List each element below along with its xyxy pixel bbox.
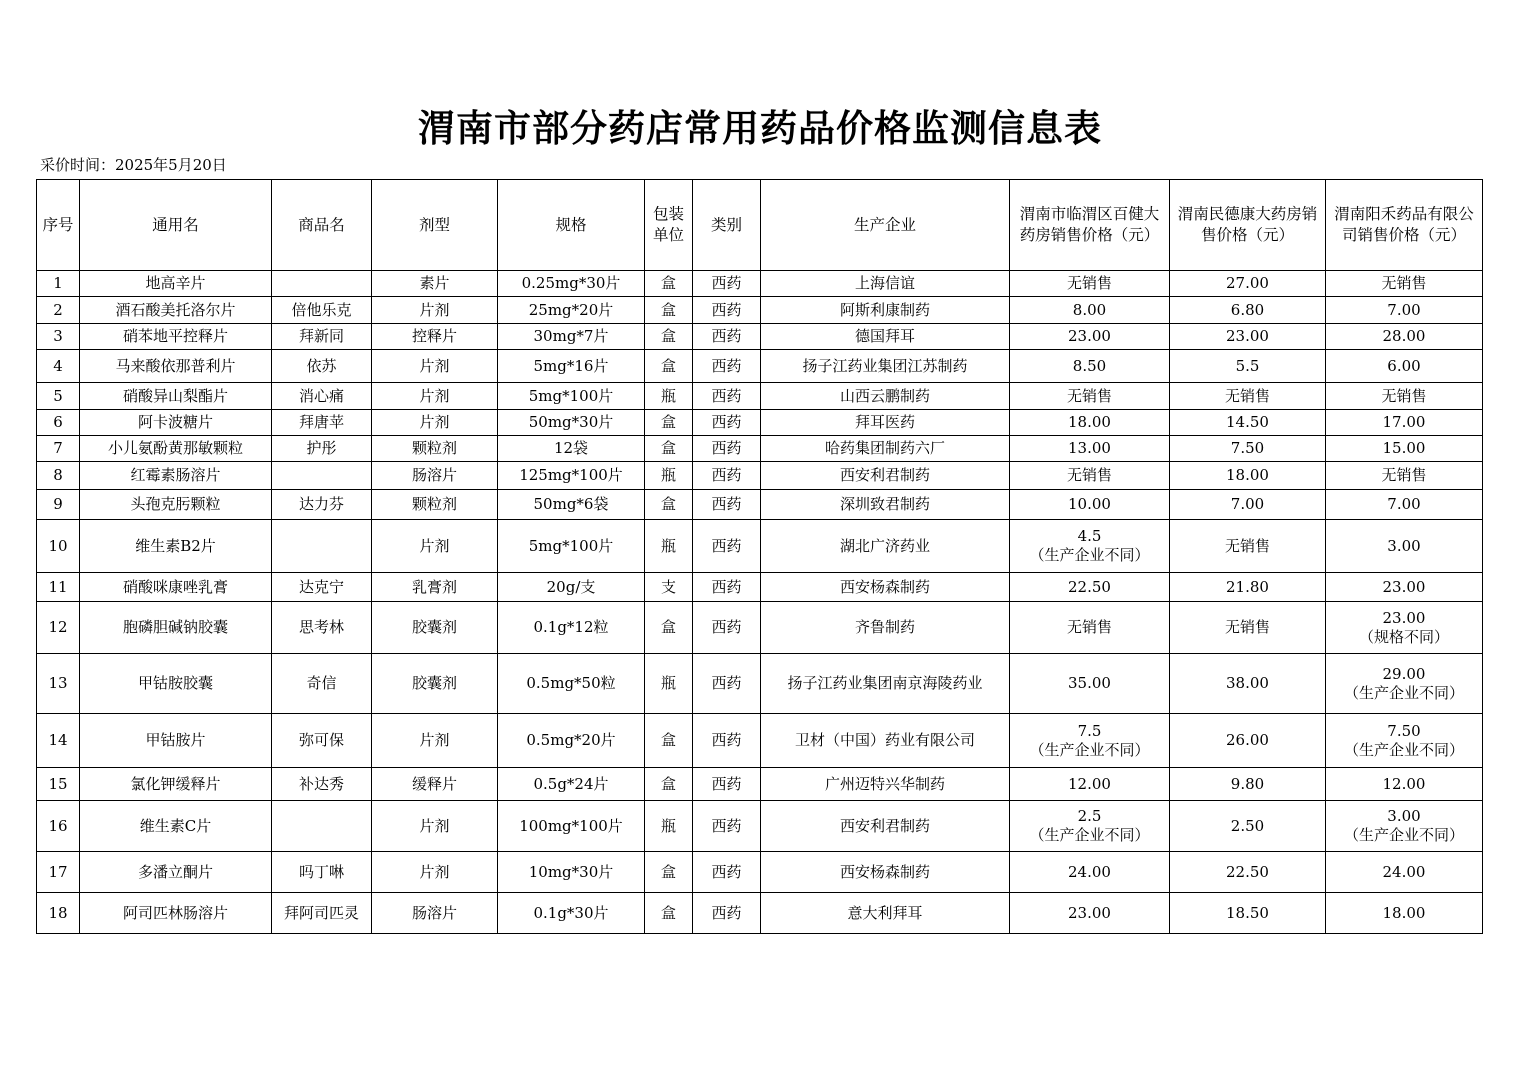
table-row <box>37 801 1483 852</box>
cell-spec: 0.5mg*50粒 <box>498 654 645 714</box>
cell-generic-name: 氯化钾缓释片 <box>80 768 272 801</box>
cell-category: 西药 <box>693 602 761 654</box>
cell-manufacturer: 广州迈特兴华制药 <box>761 768 1010 801</box>
cell-brand-name: 消心痛 <box>272 383 372 410</box>
price-value: 23.00 <box>1382 608 1426 627</box>
cell-manufacturer: 西安利君制药 <box>761 462 1010 490</box>
price-value: 8.50 <box>1072 356 1107 375</box>
cell-brand-name: 达克宁 <box>272 573 372 602</box>
cell-unit: 瓶 <box>645 462 693 490</box>
cell-unit: 盒 <box>645 297 693 324</box>
cell-seq: 2 <box>37 297 80 324</box>
price-value: 18.00 <box>1226 466 1269 484</box>
cell-generic-name: 甲钴胺胶囊 <box>80 654 272 714</box>
cell-unit: 盒 <box>645 893 693 934</box>
cell-dosage-form: 肠溶片 <box>372 462 498 490</box>
cell-store2-price <box>1170 602 1326 654</box>
cell-dosage-form: 乳膏剂 <box>372 573 498 602</box>
cell-store3-price <box>1326 383 1483 410</box>
cell-category: 西药 <box>693 462 761 490</box>
cell-dosage-form: 肠溶片 <box>372 893 498 934</box>
cell-store1-price <box>1010 462 1170 490</box>
cell-seq: 9 <box>37 490 80 520</box>
cell-category: 西药 <box>693 573 761 602</box>
cell-seq: 3 <box>37 324 80 350</box>
cell-store2-price <box>1170 383 1326 410</box>
header-store2-price: 渭南民德康大药房销售价格（元） <box>1170 180 1326 271</box>
cell-store3-price <box>1326 768 1483 801</box>
cell-category: 西药 <box>693 714 761 768</box>
header-category: 类别 <box>693 180 761 271</box>
price-value: 6.00 <box>1387 356 1421 375</box>
cell-brand-name: 依苏 <box>272 350 372 383</box>
cell-category: 西药 <box>693 801 761 852</box>
price-value: 7.00 <box>1387 300 1421 319</box>
cell-brand-name: 达力芬 <box>272 490 372 520</box>
cell-seq: 1 <box>37 271 80 297</box>
cell-generic-name: 硝苯地平控释片 <box>80 324 272 350</box>
price-value: 27.00 <box>1226 274 1269 292</box>
cell-manufacturer: 山西云鹏制药 <box>761 383 1010 410</box>
table-row <box>37 271 1483 297</box>
table-row <box>37 324 1483 350</box>
price-value: 无销售 <box>1066 466 1112 484</box>
cell-seq: 17 <box>37 852 80 893</box>
cell-store1-price <box>1010 324 1170 350</box>
cell-brand-name: 弥可保 <box>272 714 372 768</box>
cell-seq: 16 <box>37 801 80 852</box>
cell-manufacturer: 意大利拜耳 <box>761 893 1010 934</box>
cell-store3-price <box>1326 462 1483 490</box>
cell-store3-price <box>1326 297 1483 324</box>
price-value: 无销售 <box>1066 274 1112 292</box>
cell-store3-price <box>1326 271 1483 297</box>
table-row <box>37 768 1483 801</box>
price-value: 14.50 <box>1226 413 1269 431</box>
cell-store3-price <box>1326 852 1483 893</box>
cell-store2-price <box>1170 436 1326 462</box>
cell-brand-name <box>272 271 372 297</box>
cell-unit: 盒 <box>645 350 693 383</box>
cell-dosage-form: 片剂 <box>372 350 498 383</box>
cell-generic-name: 维生素C片 <box>80 801 272 852</box>
cell-seq: 6 <box>37 410 80 436</box>
table-row <box>37 462 1483 490</box>
cell-store2-price <box>1170 297 1326 324</box>
cell-unit: 瓶 <box>645 654 693 714</box>
collection-date: 采价时间：2025年5月20日 <box>40 156 227 174</box>
cell-dosage-form: 颗粒剂 <box>372 490 498 520</box>
price-value: 18.00 <box>1382 903 1426 922</box>
cell-spec: 10mg*30片 <box>498 852 645 893</box>
price-value: 9.80 <box>1230 774 1265 793</box>
cell-store3-price <box>1326 436 1483 462</box>
cell-spec: 12袋 <box>498 436 645 462</box>
cell-store3-price <box>1326 893 1483 934</box>
cell-generic-name: 硝酸异山梨酯片 <box>80 383 272 410</box>
header-seq: 序号 <box>37 180 80 271</box>
cell-unit: 盒 <box>645 324 693 350</box>
price-value: 4.5 <box>1077 527 1102 545</box>
cell-store1-price <box>1010 297 1170 324</box>
cell-dosage-form: 缓释片 <box>372 768 498 801</box>
cell-generic-name: 小儿氨酚黄那敏颗粒 <box>80 436 272 462</box>
table-row <box>37 436 1483 462</box>
price-note: （规格不同） <box>1358 627 1449 646</box>
cell-category: 西药 <box>693 350 761 383</box>
price-value: 10.00 <box>1068 495 1111 513</box>
cell-store2-price <box>1170 520 1326 573</box>
table-header-row <box>37 180 1483 271</box>
cell-unit: 瓶 <box>645 801 693 852</box>
cell-store1-price <box>1010 436 1170 462</box>
price-value: 无销售 <box>1381 274 1427 292</box>
cell-dosage-form: 胶囊剂 <box>372 654 498 714</box>
price-value: 7.50 <box>1387 721 1421 740</box>
cell-spec: 30mg*7片 <box>498 324 645 350</box>
cell-spec: 0.25mg*30片 <box>498 271 645 297</box>
cell-store3-price <box>1326 350 1483 383</box>
cell-store2-price <box>1170 573 1326 602</box>
price-value: 23.00 <box>1226 327 1269 345</box>
cell-store2-price <box>1170 324 1326 350</box>
cell-generic-name: 维生素B2片 <box>80 520 272 573</box>
cell-spec: 100mg*100片 <box>498 801 645 852</box>
cell-manufacturer: 西安杨森制药 <box>761 852 1010 893</box>
price-value: 12.00 <box>1382 774 1426 793</box>
cell-category: 西药 <box>693 654 761 714</box>
cell-manufacturer: 拜耳医药 <box>761 410 1010 436</box>
cell-spec: 0.5g*24片 <box>498 768 645 801</box>
cell-store1-price <box>1010 490 1170 520</box>
cell-brand-name: 拜新同 <box>272 324 372 350</box>
price-value: 15.00 <box>1382 439 1426 457</box>
cell-store3-price <box>1326 520 1483 573</box>
cell-category: 西药 <box>693 297 761 324</box>
cell-seq: 18 <box>37 893 80 934</box>
price-value: 3.00 <box>1387 807 1421 825</box>
price-value: 26.00 <box>1226 731 1269 749</box>
price-value: 38.00 <box>1226 674 1269 692</box>
price-note: （生产企业不同） <box>1029 546 1150 564</box>
cell-generic-name: 头孢克肟颗粒 <box>80 490 272 520</box>
cell-spec: 0.5mg*20片 <box>498 714 645 768</box>
cell-category: 西药 <box>693 271 761 297</box>
cell-manufacturer: 哈药集团制药六厂 <box>761 436 1010 462</box>
cell-spec: 125mg*100片 <box>498 462 645 490</box>
header-store3-price: 渭南阳禾药品有限公司销售价格（元） <box>1326 180 1483 271</box>
cell-store1-price <box>1010 654 1170 714</box>
cell-unit: 盒 <box>645 410 693 436</box>
cell-dosage-form: 控释片 <box>372 324 498 350</box>
price-value: 无销售 <box>1066 618 1112 636</box>
cell-spec: 5mg*100片 <box>498 520 645 573</box>
cell-manufacturer: 上海信谊 <box>761 271 1010 297</box>
cell-store1-price <box>1010 271 1170 297</box>
cell-store3-price <box>1326 410 1483 436</box>
cell-dosage-form: 片剂 <box>372 383 498 410</box>
table-row <box>37 852 1483 893</box>
header-generic-name: 通用名 <box>80 180 272 271</box>
cell-manufacturer: 阿斯利康制药 <box>761 297 1010 324</box>
price-value: 22.50 <box>1068 577 1111 596</box>
price-value: 无销售 <box>1066 386 1112 405</box>
cell-category: 西药 <box>693 410 761 436</box>
cell-brand-name: 补达秀 <box>272 768 372 801</box>
price-value: 2.50 <box>1230 816 1265 835</box>
price-value: 2.5 <box>1077 807 1102 825</box>
cell-store1-price <box>1010 410 1170 436</box>
price-value: 无销售 <box>1224 618 1270 636</box>
cell-seq: 11 <box>37 573 80 602</box>
table-row <box>37 410 1483 436</box>
cell-seq: 7 <box>37 436 80 462</box>
price-value: 18.00 <box>1068 413 1111 431</box>
price-note: （生产企业不同） <box>1029 826 1150 844</box>
cell-store2-price <box>1170 768 1326 801</box>
cell-dosage-form: 片剂 <box>372 410 498 436</box>
header-unit: 包装单位 <box>645 180 693 271</box>
cell-seq: 12 <box>37 602 80 654</box>
table-row <box>37 297 1483 324</box>
cell-seq: 5 <box>37 383 80 410</box>
cell-spec: 0.1g*30片 <box>498 893 645 934</box>
cell-store3-price <box>1326 324 1483 350</box>
cell-unit: 盒 <box>645 436 693 462</box>
cell-category: 西药 <box>693 324 761 350</box>
cell-brand-name: 护彤 <box>272 436 372 462</box>
table-row <box>37 520 1483 573</box>
cell-store2-price <box>1170 271 1326 297</box>
cell-spec: 50mg*30片 <box>498 410 645 436</box>
price-value: 18.50 <box>1226 903 1269 922</box>
cell-manufacturer: 德国拜耳 <box>761 324 1010 350</box>
price-value: 28.00 <box>1382 327 1426 345</box>
price-note: （生产企业不同） <box>1029 740 1150 759</box>
cell-store1-price <box>1010 573 1170 602</box>
cell-manufacturer: 扬子江药业集团南京海陵药业 <box>761 654 1010 714</box>
cell-dosage-form: 片剂 <box>372 520 498 573</box>
header-brand-name: 商品名 <box>272 180 372 271</box>
cell-store1-price <box>1010 350 1170 383</box>
price-note: （生产企业不同） <box>1343 740 1464 759</box>
cell-manufacturer: 西安利君制药 <box>761 801 1010 852</box>
cell-unit: 盒 <box>645 490 693 520</box>
cell-brand-name: 思考林 <box>272 602 372 654</box>
cell-generic-name: 硝酸咪康唑乳膏 <box>80 573 272 602</box>
table-row <box>37 602 1483 654</box>
cell-generic-name: 胞磷胆碱钠胶囊 <box>80 602 272 654</box>
price-value: 23.00 <box>1068 903 1111 922</box>
cell-store2-price <box>1170 462 1326 490</box>
price-value: 12.00 <box>1068 774 1111 793</box>
cell-store3-price <box>1326 602 1483 654</box>
cell-seq: 4 <box>37 350 80 383</box>
cell-brand-name: 奇信 <box>272 654 372 714</box>
cell-manufacturer: 深圳致君制药 <box>761 490 1010 520</box>
cell-brand-name: 倍他乐克 <box>272 297 372 324</box>
cell-seq: 13 <box>37 654 80 714</box>
price-value: 无销售 <box>1381 466 1427 484</box>
cell-brand-name: 吗丁啉 <box>272 852 372 893</box>
cell-unit: 瓶 <box>645 383 693 410</box>
header-manufacturer: 生产企业 <box>761 180 1010 271</box>
cell-unit: 盒 <box>645 714 693 768</box>
cell-store2-price <box>1170 714 1326 768</box>
cell-dosage-form: 素片 <box>372 271 498 297</box>
cell-brand-name: 拜唐苹 <box>272 410 372 436</box>
cell-spec: 5mg*100片 <box>498 383 645 410</box>
cell-dosage-form: 片剂 <box>372 801 498 852</box>
cell-unit: 盒 <box>645 271 693 297</box>
cell-manufacturer: 西安杨森制药 <box>761 573 1010 602</box>
cell-generic-name: 酒石酸美托洛尔片 <box>80 297 272 324</box>
cell-spec: 5mg*16片 <box>498 350 645 383</box>
cell-store3-price <box>1326 801 1483 852</box>
cell-unit: 支 <box>645 573 693 602</box>
cell-category: 西药 <box>693 490 761 520</box>
cell-seq: 15 <box>37 768 80 801</box>
price-value: 8.00 <box>1072 300 1107 319</box>
cell-store3-price <box>1326 654 1483 714</box>
price-value: 无销售 <box>1381 386 1427 405</box>
cell-seq: 14 <box>37 714 80 768</box>
cell-generic-name: 红霉素肠溶片 <box>80 462 272 490</box>
cell-manufacturer: 卫材（中国）药业有限公司 <box>761 714 1010 768</box>
cell-store2-price <box>1170 654 1326 714</box>
header-spec: 规格 <box>498 180 645 271</box>
price-value: 3.00 <box>1387 536 1421 555</box>
cell-spec: 0.1g*12粒 <box>498 602 645 654</box>
cell-spec: 50mg*6袋 <box>498 490 645 520</box>
table-row <box>37 573 1483 602</box>
table-row <box>37 654 1483 714</box>
table-row <box>37 490 1483 520</box>
cell-generic-name: 阿司匹林肠溶片 <box>80 893 272 934</box>
cell-unit: 盒 <box>645 768 693 801</box>
price-value: 无销售 <box>1224 536 1270 555</box>
price-value: 35.00 <box>1068 674 1111 692</box>
price-value: 24.00 <box>1068 862 1111 881</box>
price-value: 7.50 <box>1230 439 1265 457</box>
cell-brand-name <box>272 462 372 490</box>
cell-unit: 盒 <box>645 852 693 893</box>
table-row <box>37 893 1483 934</box>
price-value: 7.00 <box>1387 495 1421 513</box>
cell-store1-price <box>1010 768 1170 801</box>
price-value: 7.5 <box>1077 721 1102 740</box>
cell-store2-price <box>1170 490 1326 520</box>
price-table <box>36 179 1483 934</box>
cell-category: 西药 <box>693 520 761 573</box>
cell-category: 西药 <box>693 852 761 893</box>
cell-brand-name <box>272 520 372 573</box>
cell-seq: 10 <box>37 520 80 573</box>
price-value: 29.00 <box>1382 664 1426 683</box>
price-value: 13.00 <box>1068 439 1111 457</box>
table-row <box>37 383 1483 410</box>
cell-store1-price <box>1010 520 1170 573</box>
cell-store1-price <box>1010 801 1170 852</box>
cell-generic-name: 甲钴胺片 <box>80 714 272 768</box>
price-value: 17.00 <box>1382 413 1426 431</box>
cell-brand-name: 拜阿司匹灵 <box>272 893 372 934</box>
cell-seq: 8 <box>37 462 80 490</box>
cell-store1-price <box>1010 852 1170 893</box>
cell-manufacturer: 齐鲁制药 <box>761 602 1010 654</box>
cell-store3-price <box>1326 714 1483 768</box>
cell-dosage-form: 片剂 <box>372 297 498 324</box>
cell-store2-price <box>1170 410 1326 436</box>
cell-manufacturer: 扬子江药业集团江苏制药 <box>761 350 1010 383</box>
price-note: （生产企业不同） <box>1343 683 1464 702</box>
price-value: 无销售 <box>1224 386 1270 405</box>
cell-category: 西药 <box>693 383 761 410</box>
cell-category: 西药 <box>693 768 761 801</box>
cell-generic-name: 阿卡波糖片 <box>80 410 272 436</box>
cell-category: 西药 <box>693 893 761 934</box>
cell-category: 西药 <box>693 436 761 462</box>
cell-store1-price <box>1010 383 1170 410</box>
cell-store2-price <box>1170 350 1326 383</box>
cell-dosage-form: 片剂 <box>372 852 498 893</box>
header-dosage-form: 剂型 <box>372 180 498 271</box>
cell-store3-price <box>1326 573 1483 602</box>
cell-manufacturer: 湖北广济药业 <box>761 520 1010 573</box>
price-value: 6.80 <box>1230 300 1265 319</box>
cell-dosage-form: 片剂 <box>372 714 498 768</box>
price-value: 7.00 <box>1230 495 1265 513</box>
cell-dosage-form: 颗粒剂 <box>372 436 498 462</box>
cell-store1-price <box>1010 714 1170 768</box>
cell-spec: 25mg*20片 <box>498 297 645 324</box>
cell-unit: 盒 <box>645 602 693 654</box>
cell-store3-price <box>1326 490 1483 520</box>
cell-store2-price <box>1170 852 1326 893</box>
table-row <box>37 350 1483 383</box>
price-value: 23.00 <box>1068 327 1111 345</box>
cell-spec: 20g/支 <box>498 573 645 602</box>
cell-store2-price <box>1170 801 1326 852</box>
price-value: 5.5 <box>1235 356 1260 375</box>
page-title: 渭南市部分药店常用药品价格监测信息表 <box>418 106 1102 150</box>
cell-generic-name: 地高辛片 <box>80 271 272 297</box>
cell-store1-price <box>1010 893 1170 934</box>
cell-store2-price <box>1170 893 1326 934</box>
cell-dosage-form: 胶囊剂 <box>372 602 498 654</box>
cell-brand-name <box>272 801 372 852</box>
price-value: 22.50 <box>1226 862 1269 881</box>
cell-unit: 瓶 <box>645 520 693 573</box>
price-value: 21.80 <box>1226 577 1269 596</box>
header-store1-price: 渭南市临渭区百健大药房销售价格（元） <box>1010 180 1170 271</box>
price-note: （生产企业不同） <box>1343 826 1464 844</box>
table-row <box>37 714 1483 768</box>
price-value: 24.00 <box>1382 862 1426 881</box>
price-value: 23.00 <box>1382 577 1426 596</box>
cell-store1-price <box>1010 602 1170 654</box>
cell-generic-name: 多潘立酮片 <box>80 852 272 893</box>
cell-generic-name: 马来酸依那普利片 <box>80 350 272 383</box>
